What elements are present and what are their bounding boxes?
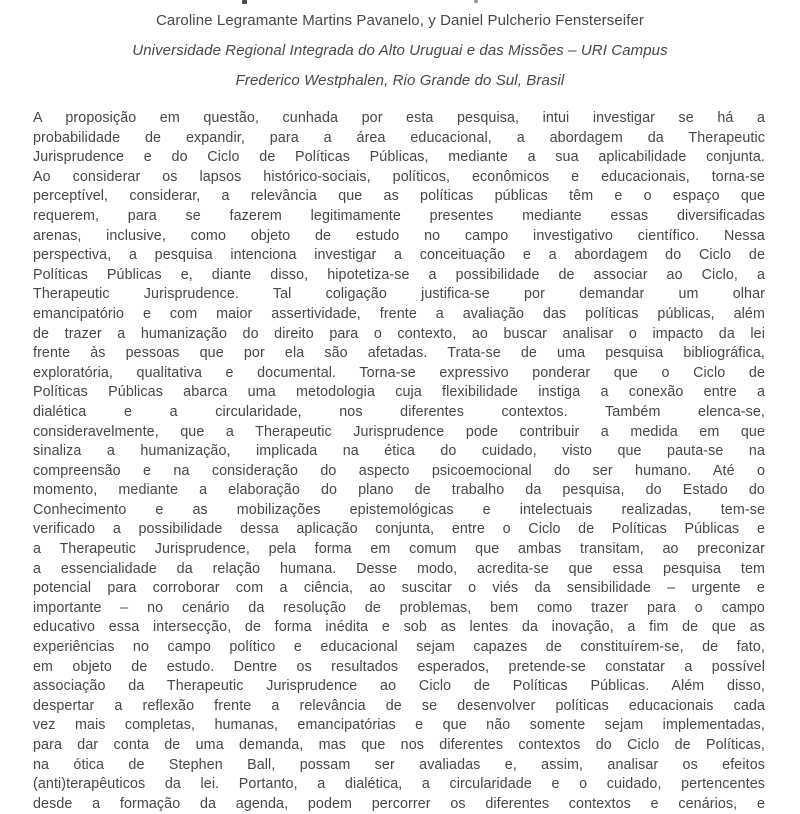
text-line: verificado a possibilidade dessa aplicação conjunta, entre o Ciclo de Políticas Públicas e bbox=[33, 521, 765, 538]
text-line: perceptível, considerar, a relevância que as políticas públicas têm e o espaço que bbox=[33, 188, 765, 205]
text-line: (anti)terapêuticos da lei. Portanto, a dialética, a circularidade e o cuidado, pertencentes bbox=[33, 776, 765, 793]
affiliation-line-1: Universidade Regional Integrada do Alto Uruguai e das Missões – URI Campus bbox=[132, 42, 668, 59]
text-line: Políticas Públicas e, diante disso, hipotetiza-se a possibilidade de associar ao Ciclo, a bbox=[33, 266, 765, 283]
abstract-paragraph bbox=[33, 109, 765, 814]
text-line: Jurisprudence e do Ciclo de Políticas Públicas, mediante a sua aplicabilidade conjunta. bbox=[33, 149, 765, 166]
text-line: Conhecimento e as mobilizações epistemológicas e intelectuais realizadas, tem-se bbox=[33, 501, 765, 518]
text-line: associação da Therapeutic Jurisprudence ao Ciclo de Políticas Públicas. Além disso, bbox=[33, 678, 765, 695]
text-line: consideravelmente, que a Therapeutic Jurisprudence pode contribuir a medida em que bbox=[33, 423, 765, 440]
cut-off-title-descender bbox=[474, 0, 478, 3]
text-line: A proposição em questão, cunhada por esta pesquisa, intui investigar se há a bbox=[33, 110, 765, 126]
text-line: educativo essa intersecção, de forma inédita e sob as lentes da inovação, a fim de que as bbox=[33, 619, 765, 636]
text-line: sinaliza a humanização, implicada na ética do cuidado, visto que pauta-se na bbox=[33, 443, 765, 460]
text-line: emancipatório e com maior assertividade, frente a avaliação das políticas públicas, além bbox=[33, 305, 765, 322]
text-line: desde a formação da agenda, podem percorrer os diferentes contextos e cenários, e bbox=[33, 795, 765, 812]
text-line: dialética e a circularidade, nos diferentes contextos. Também elenca-se, bbox=[33, 403, 765, 420]
text-line: potencial para corroborar com a ciência, ao suscitar o viés da sensibilidade – urgente e bbox=[33, 580, 765, 597]
text-line: experiências no campo político e educacional sejam capazes de constituírem-se, de fato, bbox=[33, 639, 765, 656]
text-line: na ótica de Stephen Ball, possam ser avaliadas e, assim, analisar os efeitos bbox=[33, 756, 765, 773]
affiliation-line-2: Frederico Westphalen, Rio Grande do Sul, Brasil bbox=[235, 72, 565, 89]
text-line: em objeto de estudo. Dentre os resultados esperados, pretende-se constatar a possível bbox=[33, 658, 765, 675]
text-line: a essencialidade da relação humana. Desse modo, acredita-se que essa pesquisa tem bbox=[33, 560, 765, 577]
text-line: momento, mediante a elaboração do plano de trabalho da pesquisa, do Estado do bbox=[33, 482, 765, 499]
paper-header bbox=[0, 6, 800, 96]
text-line: perspectiva, a pesquisa intenciona investigar a conceituação e a abordagem do Ciclo de bbox=[33, 247, 765, 264]
text-line: a Therapeutic Jurisprudence, pela forma em comum que ambas transitam, ao preconizar bbox=[33, 541, 765, 558]
text-line: despertar a reflexão frente a relevância de se desenvolver políticas educacionais cada bbox=[33, 697, 765, 714]
text-line: vez mais completas, humanas, emancipatórias e que não somente sejam implementadas, bbox=[33, 717, 765, 734]
text-line: Ao considerar os lapsos histórico-sociais, políticos, econômicos e educacionais, torna-se bbox=[33, 168, 765, 185]
text-line: Therapeutic Jurisprudence. Tal coligação justifica-se por demandar um olhar bbox=[33, 286, 765, 303]
text-line: probabilidade de expandir, para a área educacional, a abordagem da Therapeutic bbox=[33, 129, 765, 146]
text-line: requerem, para se fazerem legitimamente presentes mediante essas diversificadas bbox=[33, 207, 765, 224]
text-line: frente às pessoas que por ela são afetadas. Trata-se de uma pesquisa bibliográfica, bbox=[33, 345, 765, 362]
text-line: compreensão e na consideração do aspecto psicoemocional do ser humano. Até o bbox=[33, 462, 765, 479]
text-line: de trazer a humanização do direito para o contexto, ao buscar analisar o impacto da lei bbox=[33, 325, 765, 342]
text-line: para dar conta de uma demanda, mas que nos diferentes contextos do Ciclo de Políticas, bbox=[33, 737, 765, 753]
cut-off-title-descender bbox=[242, 0, 247, 4]
authors-line: Caroline Legramante Martins Pavanelo, y Daniel Pulcherio Fensterseifer bbox=[155, 12, 645, 29]
text-line: Políticas Públicas abarca uma metodologia cuja flexibilidade instiga a conexão entre a bbox=[33, 384, 765, 401]
text-line: exploratória, qualitativa e documental. Torna-se expressivo ponderar que o Ciclo de bbox=[33, 364, 765, 381]
text-line: importante – no cenário da resolução de problemas, bem como trazer para o campo bbox=[33, 599, 765, 616]
text-line: arenas, inclusive, como objeto de estudo no campo investigativo científico. Nessa bbox=[33, 227, 765, 244]
